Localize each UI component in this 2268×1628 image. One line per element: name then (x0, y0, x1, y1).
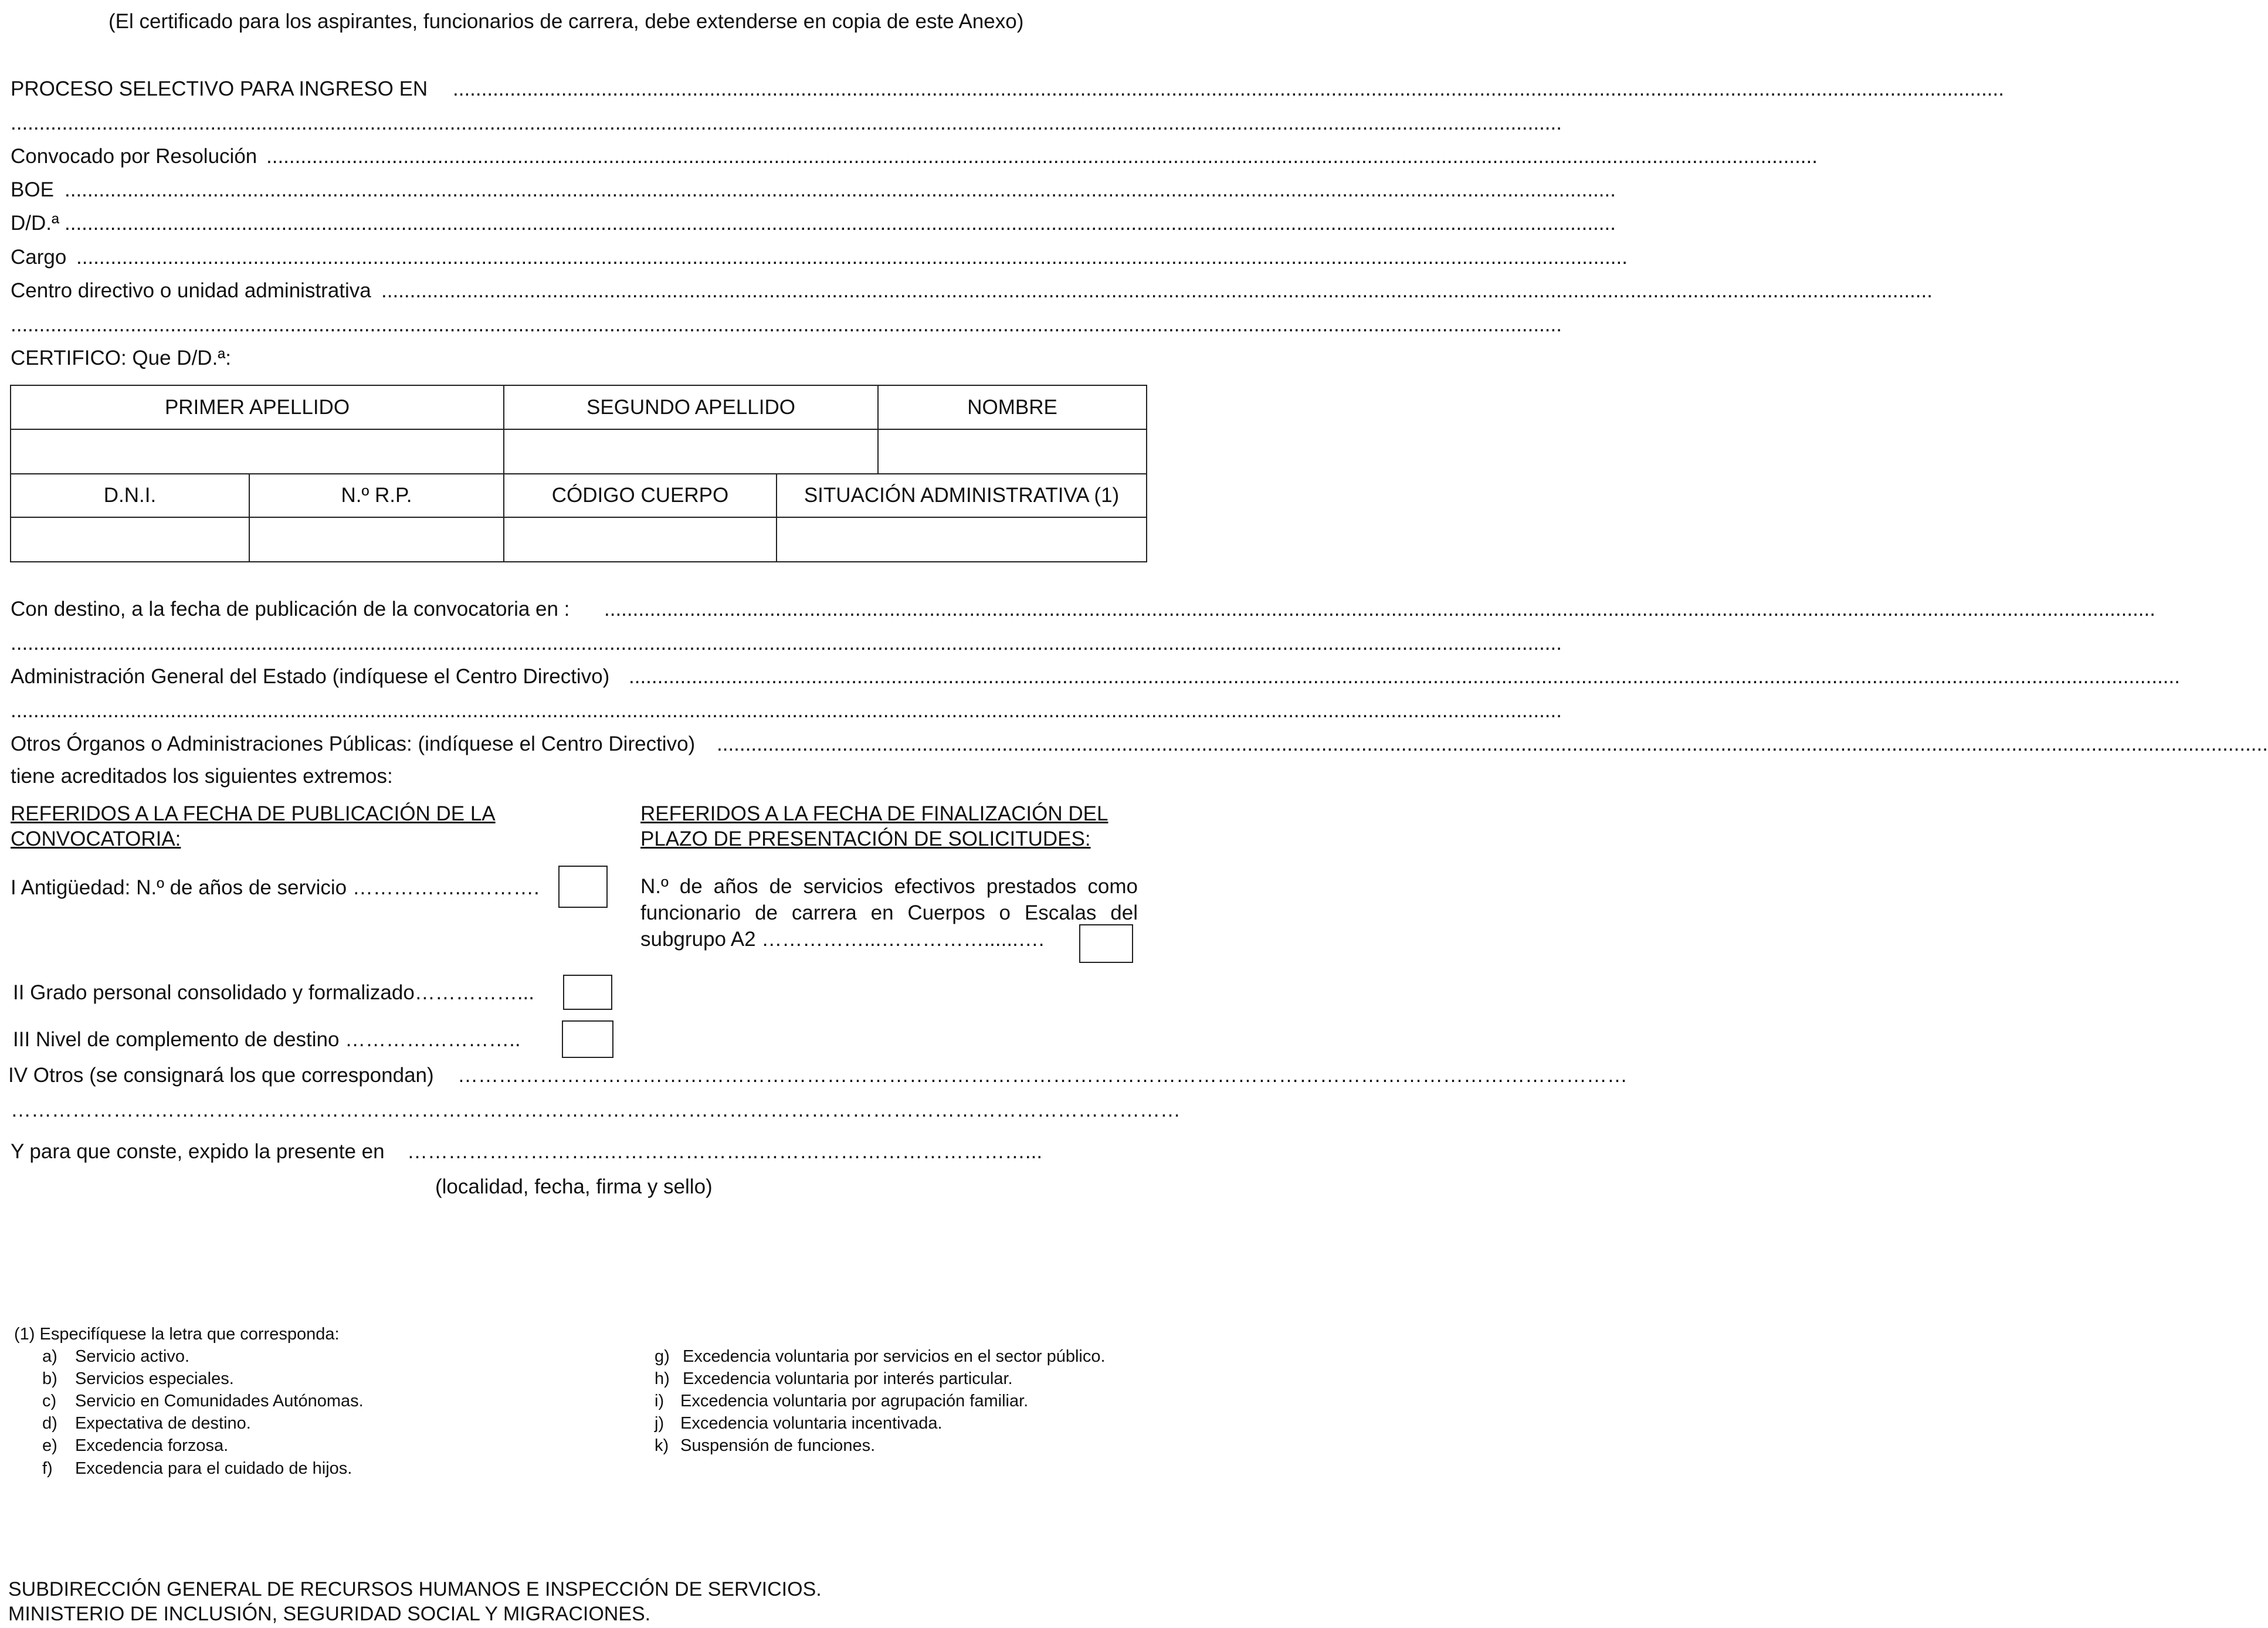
age-dots[interactable]: ................................................................................................................................................................................................................................................................................ (629, 665, 2180, 688)
proceso-label: PROCESO SELECTIVO PARA INGRESO EN (11, 77, 428, 100)
antiguedad-label: I Antigüedad: N.º de años de servicio ……………...………. (11, 876, 540, 899)
con-destino-dots-2[interactable]: ................................................................................................................................................................................................................................................................................ (11, 632, 1562, 654)
header-codigo-cuerpo: CÓDIGO CUERPO (503, 473, 777, 518)
otros-dots[interactable]: ……………………………………………………………………………………………………………………………………………………… (457, 1064, 1628, 1087)
nivel-label: III Nivel de complemento de destino …………………….. (13, 1028, 521, 1051)
header-nrp: N.º R.P. (249, 473, 504, 518)
proceso-dots[interactable]: ................................................................................................................................................................................................................................................................................ (453, 77, 2004, 100)
header-note: (El certificado para los aspirantes, funcionarios de carrera, debe extenderse en copia de este Anexo) (109, 10, 1024, 33)
nombre-field[interactable] (877, 429, 1147, 474)
nrp-field[interactable] (249, 517, 504, 562)
dd-label: D/D.ª (11, 212, 59, 235)
otros-label: IV Otros (se consignará los que correspondan) (8, 1064, 434, 1087)
right-heading-line2: PLAZO DE PRESENTACIÓN DE SOLICITUDES: (640, 827, 1091, 850)
segundo-apellido-field[interactable] (503, 429, 879, 474)
footnote-item-j: Excedencia voluntaria incentivada. (680, 1414, 943, 1433)
footnote-letter-d: d) (42, 1414, 57, 1433)
age-label: Administración General del Estado (indíquese el Centro Directivo) (11, 665, 610, 688)
header-dni: D.N.I. (10, 473, 250, 518)
tiene-acreditados-label: tiene acreditados los siguientes extremos: (11, 765, 393, 788)
anos-servicio-text: N.º de años de servicios efectivos prestados como funcionario de carrera en Cuerpos o Escalas del subgrupo A2 ……………...……………......…. (640, 875, 1138, 951)
footnote-item-c: Servicio en Comunidades Autónomas. (75, 1392, 364, 1410)
codigo-cuerpo-field[interactable] (503, 517, 777, 562)
footnote-item-g: Excedencia voluntaria por servicios en el sector público. (683, 1347, 1106, 1366)
certifico-label: CERTIFICO: Que D/D.ª: (11, 347, 231, 369)
header-segundo-apellido: SEGUNDO APELLIDO (503, 385, 879, 430)
antiguedad-box[interactable] (558, 866, 608, 908)
footnote-item-f: Excedencia para el cuidado de hijos. (75, 1459, 352, 1478)
convocado-dots[interactable]: ................................................................................................................................................................................................................................................................................ (266, 145, 1818, 168)
footnote-item-e: Excedencia forzosa. (75, 1436, 229, 1455)
footnote-letter-k: k) (655, 1436, 669, 1455)
footer-line2: MINISTERIO DE INCLUSIÓN, SEGURIDAD SOCIAL Y MIGRACIONES. (8, 1603, 651, 1625)
grado-box[interactable] (563, 975, 612, 1010)
footnote-letter-b: b) (42, 1369, 57, 1388)
footnote-letter-i: i) (655, 1392, 665, 1410)
left-heading-line2: CONVOCATORIA: (11, 827, 181, 850)
otros-organos-label: Otros Órganos o Administraciones Públicas: (indíquese el Centro Directivo) (11, 732, 696, 755)
footnote-item-k: Suspensión de funciones. (680, 1436, 876, 1455)
cargo-dots[interactable]: ................................................................................................................................................................................................................................................................................ (76, 246, 1628, 269)
anos-servicio-box[interactable] (1079, 924, 1133, 963)
boe-label: BOE (11, 178, 54, 201)
con-destino-dots[interactable]: ................................................................................................................................................................................................................................................................................ (604, 598, 2155, 620)
cargo-label: Cargo (11, 246, 67, 269)
expido-dots[interactable]: ………………………..…………………..…………………………………... (407, 1140, 1043, 1163)
footer-line1: SUBDIRECCIÓN GENERAL DE RECURSOS HUMANOS E INSPECCIÓN DE SERVICIOS. (8, 1578, 822, 1600)
con-destino-label: Con destino, a la fecha de publicación de la convocatoria en : (11, 598, 570, 620)
centro-label: Centro directivo o unidad administrativa (11, 279, 371, 302)
convocado-label: Convocado por Resolución (11, 145, 257, 168)
header-situacion-administrativa: SITUACIÓN ADMINISTRATIVA (1) (776, 473, 1147, 518)
dd-dots[interactable]: ................................................................................................................................................................................................................................................................................ (65, 212, 1616, 235)
footnote-letter-c: c) (42, 1392, 57, 1410)
header-nombre: NOMBRE (877, 385, 1147, 430)
left-heading-line1: REFERIDOS A LA FECHA DE PUBLICACIÓN DE LA (11, 802, 496, 825)
footnote-letter-g: g) (655, 1347, 670, 1366)
centro-dots-2[interactable]: ................................................................................................................................................................................................................................................................................ (11, 313, 1562, 336)
footnote-item-b: Servicios especiales. (75, 1369, 234, 1388)
primer-apellido-field[interactable] (10, 429, 504, 474)
nivel-box[interactable] (562, 1020, 613, 1058)
proceso-dots-2[interactable]: ................................................................................................................................................................................................................................................................................ (11, 111, 1562, 134)
otros-organos-dots[interactable]: ................................................................................................................................................................................................................................................................................ (717, 732, 2268, 755)
footnote-title: (1) Especifíquese la letra que corresponda: (14, 1325, 340, 1344)
footnote-letter-h: h) (655, 1369, 670, 1388)
footnote-letter-f: f) (42, 1459, 53, 1478)
footnote-item-d: Expectativa de destino. (75, 1414, 251, 1433)
otros-dots-2[interactable]: ……………………………………………………………………………………………………………………………………………………… (11, 1098, 1181, 1121)
footnote-item-a: Servicio activo. (75, 1347, 190, 1366)
footnote-letter-a: a) (42, 1347, 57, 1366)
header-primer-apellido: PRIMER APELLIDO (10, 385, 504, 430)
footnote-letter-j: j) (655, 1414, 665, 1433)
grado-label: II Grado personal consolidado y formalizado……………... (13, 981, 534, 1004)
dni-field[interactable] (10, 517, 250, 562)
right-heading-line1: REFERIDOS A LA FECHA DE FINALIZACIÓN DEL (640, 802, 1108, 825)
footnote-letter-e: e) (42, 1436, 57, 1455)
footnote-item-h: Excedencia voluntaria por interés particular. (683, 1369, 1013, 1388)
expido-label: Y para que conste, expido la presente en (11, 1140, 385, 1163)
boe-dots[interactable]: ................................................................................................................................................................................................................................................................................ (65, 178, 1616, 201)
age-dots-2[interactable]: ................................................................................................................................................................................................................................................................................ (11, 699, 1562, 722)
footnote-item-i: Excedencia voluntaria por agrupación familiar. (680, 1392, 1029, 1410)
centro-dots[interactable]: ................................................................................................................................................................................................................................................................................ (381, 279, 1933, 302)
situacion-administrativa-field[interactable] (776, 517, 1147, 562)
firma-caption: (localidad, fecha, firma y sello) (435, 1175, 713, 1198)
